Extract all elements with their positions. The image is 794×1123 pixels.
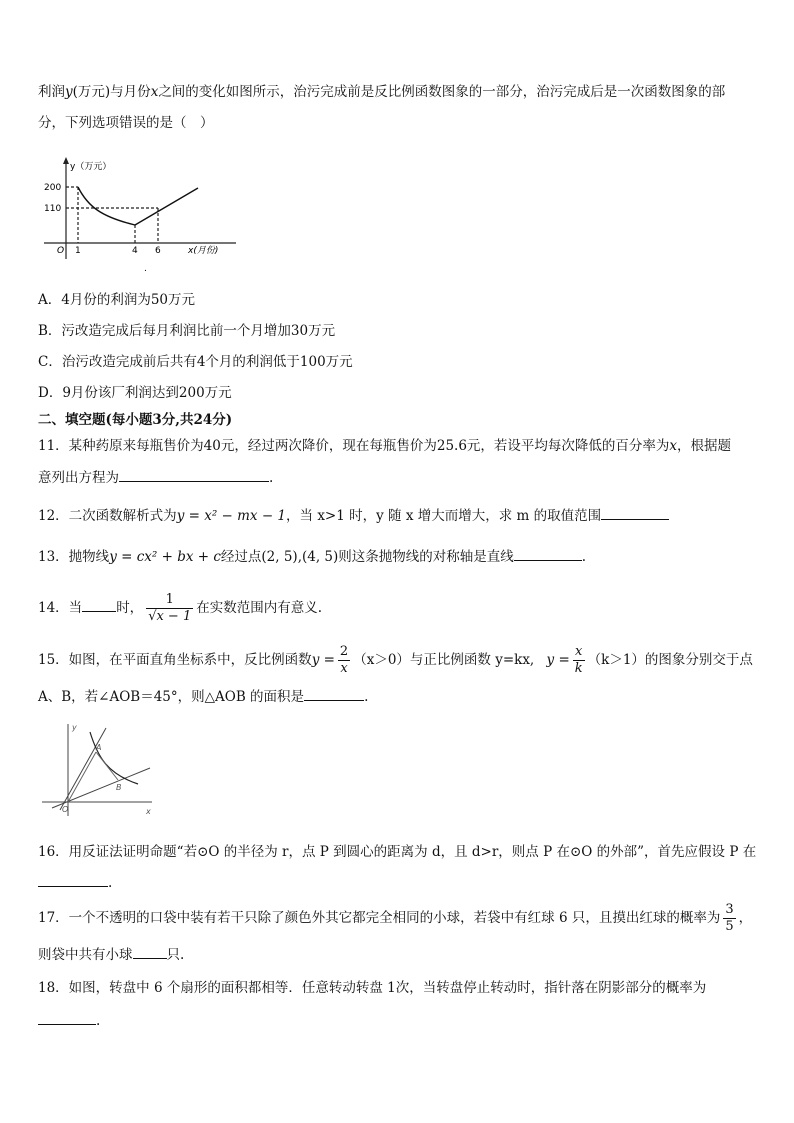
q18-line2: .: [38, 1010, 100, 1031]
q11-line2: 意列出方程为 .: [38, 467, 273, 488]
q11-answer-blank[interactable]: [119, 467, 269, 482]
q17-fraction: $\frac{3}{5}$: [725, 902, 734, 934]
q10-graph: [40, 155, 240, 275]
q15-segment-ab: [96, 752, 118, 780]
q10-origin: O: [57, 246, 65, 256]
q15-fraction-1: $\frac{2}{x}$: [339, 644, 349, 676]
q15-line1: 15．如图，在平面直角坐标系中，反比例函数y = $\frac{2}{x}$ （x＞0）与正比例函数 y=kx, y = $\frac{x}{k}$ （k＞1）的图象分别交于点: [38, 644, 753, 676]
q13-answer-blank[interactable]: [514, 546, 582, 561]
q15-line-y-kx: [60, 728, 106, 810]
q13-points: (2, 5),(4, 5): [261, 549, 339, 565]
q10-xlabel: x(月份): [188, 246, 219, 256]
q14-answer-blank[interactable]: [82, 597, 116, 612]
q15-fraction-2: $\frac{x}{k}$: [574, 644, 583, 676]
q10-hyperbola: [78, 187, 135, 225]
q10-tick-1: 1: [75, 246, 81, 256]
q13-formula: y = cx² + bx + c: [109, 549, 221, 565]
q16-answer-blank[interactable]: [38, 872, 108, 887]
q15-line2: A、B，若∠AOB＝45°，则△AOB 的面积是 .: [38, 686, 368, 707]
q16-line1: 16．用反证法证明命题“若⊙O 的半径为 r，点 P 到圆心的距离为 d，且 d>r，则点 P 在⊙O 的外部”，首先应假设 P 在: [38, 844, 757, 860]
q16-line2: .: [38, 872, 112, 893]
q15-label-a: A: [96, 743, 102, 752]
q18-answer-blank[interactable]: [38, 1010, 96, 1025]
q15-origin: O: [62, 805, 69, 814]
q10-dot: .: [144, 264, 147, 274]
q10-y-arrow: [63, 157, 69, 164]
q10-ylabel: y（万元）: [70, 162, 112, 172]
q10-option-c: C．治污改造完成前后共有4个月的利润低于100万元: [38, 354, 353, 370]
q10-tick-6: 6: [155, 246, 161, 256]
q10-line: [135, 188, 198, 225]
q10-option-b: B．污改造完成后每月利润比前一个月增加30万元: [38, 323, 336, 339]
q17-line1: 17．一个不透明的口袋中装有若干只除了颜色外其它都完全相同的小球，若袋中有红球 6 只，且摸出红球的概率为 $\frac{3}{5}$ ，: [38, 902, 753, 934]
q15-xlabel: x: [146, 807, 151, 816]
q12-answer-blank[interactable]: [601, 505, 669, 520]
q14-line: 14．当 时， $\frac{1}{√x - 1}$ 在实数范围内有意义.: [38, 592, 323, 624]
q11-line1: 11．某种药原来每瓶售价为40元，经过两次降价，现在每瓶售价为25.6元，若设平均每次降低的百分率为x，根据题: [38, 438, 732, 454]
q15-answer-blank[interactable]: [304, 686, 364, 701]
q10-stem-line2: 分，下列选项错误的是（ ）: [38, 115, 214, 131]
q15-graph: [38, 718, 158, 818]
q14-fraction: $\frac{1}{√x - 1}$: [148, 592, 192, 624]
q10-tick-4: 4: [132, 246, 138, 256]
q10-tick-110: 110: [44, 204, 62, 214]
q12-line: 12．二次函数解析式为y = x² − mx − 1，当 x>1 时，y 随 x 增大而增大，求 m 的取值范围: [38, 505, 669, 526]
q10-option-d: D．9月份该厂利润达到200万元: [38, 385, 232, 401]
q15-label-b: B: [116, 783, 122, 792]
q17-line2: 则袋中共有小球 只.: [38, 944, 184, 965]
q17-answer-blank[interactable]: [133, 944, 167, 959]
q15-segment-oa: [68, 752, 96, 802]
q15-ylabel: y: [72, 723, 77, 732]
q10-stem-line1: 利润y(万元)与月份x之间的变化如图所示，治污完成前是反比例函数图象的一部分，治污完成后是一次函数图象的部: [38, 84, 726, 100]
q12-formula: y = x² − mx − 1: [176, 508, 287, 524]
section-title: 二、填空题(每小题3分,共24分): [38, 412, 233, 428]
q13-line: 13．抛物线y = cx² + bx + c经过点(2, 5),(4, 5)则这条抛物线的对称轴是直线 .: [38, 546, 586, 567]
q18-line1: 18．如图，转盘中 6 个扇形的面积都相等．任意转动转盘 1次，当转盘停止转动时，指针落在阴影部分的概率为: [38, 980, 707, 996]
q10-option-a: A．4月份的利润为50万元: [38, 292, 196, 308]
q10-tick-200: 200: [44, 183, 62, 193]
